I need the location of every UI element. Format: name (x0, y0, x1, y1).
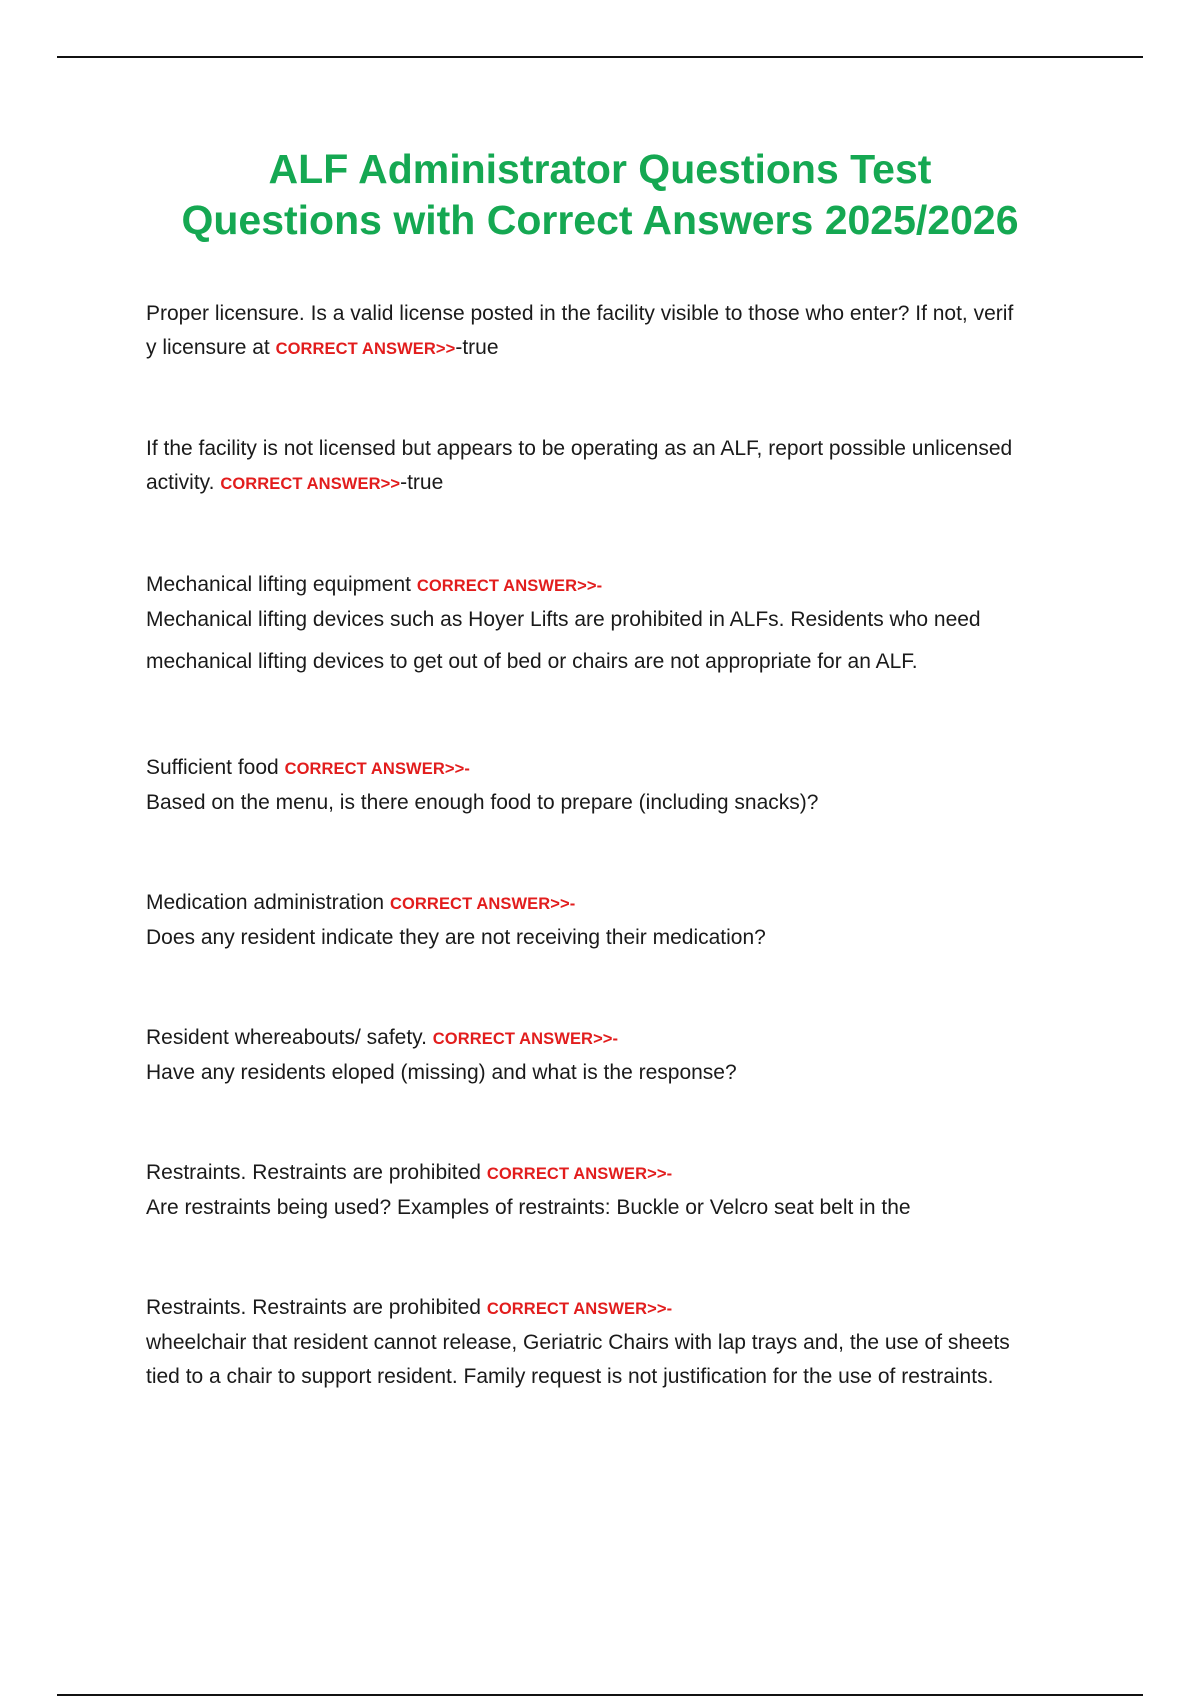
answer-text: Are restraints being used? Examples of restraints: Buckle or Velcro seat belt in the (146, 1196, 911, 1219)
document-title (100, 144, 1100, 246)
question-text: Resident whereabouts/ safety. (146, 1026, 427, 1049)
question-text: activity. (146, 471, 215, 494)
top-divider (57, 56, 1143, 58)
question-text: y licensure at (146, 336, 270, 359)
answer-text: Based on the menu, is there enough food to prepare (including snacks)? (146, 791, 819, 814)
correct-answer-marker: CORRECT ANSWER>>- (284, 760, 470, 778)
correct-answer-marker: CORRECT ANSWER>>- (486, 1165, 673, 1183)
answer-text: Does any resident indicate they are not receiving their medication? (146, 926, 766, 949)
title-line-2: Questions with Correct Answers 2025/2026 (181, 197, 1019, 243)
correct-answer-marker: CORRECT ANSWER>>- (416, 577, 603, 595)
question-text: Medication administration (146, 891, 385, 914)
bottom-divider (57, 1694, 1143, 1696)
qa-entry-7 (146, 1156, 1086, 1225)
qa-entry-2 (146, 432, 1086, 501)
title-line-1: ALF Administrator Questions Test (268, 146, 932, 192)
question-text: Restraints. Restraints are prohibited (146, 1296, 481, 1319)
answer-text: wheelchair that resident cannot release, Geriatric Chairs with lap trays and, the use of sheets (146, 1331, 1010, 1354)
qa-entry-3 (146, 568, 1086, 687)
qa-entry-6 (146, 1021, 1086, 1090)
answer-text: mechanical lifting devices to get out of bed or chairs are not appropriate for an ALF. (146, 650, 918, 673)
question-text: Mechanical lifting equipment (146, 573, 411, 596)
correct-answer-marker: CORRECT ANSWER>>- (486, 1300, 673, 1318)
question-text: If the facility is not licensed but appears to be operating as an ALF, report possible unlicensed (146, 437, 1013, 460)
correct-answer-marker: CORRECT ANSWER>>- (432, 1030, 619, 1048)
qa-entry-5 (146, 886, 1086, 955)
answer-text: tied to a chair to support resident. Family request is not justification for the use of restraints. (146, 1365, 994, 1388)
qa-entry-1 (146, 297, 1086, 366)
question-text: Sufficient food (146, 756, 279, 779)
answer-text: Have any residents eloped (missing) and what is the response? (146, 1061, 737, 1084)
answer-text: -true (400, 471, 444, 494)
correct-answer-marker: CORRECT ANSWER>> (220, 475, 401, 493)
answer-text: -true (455, 336, 499, 359)
qa-entry-4 (146, 751, 1086, 820)
answer-text: Mechanical lifting devices such as Hoyer Lifts are prohibited in ALFs. Residents who need (146, 608, 981, 631)
correct-answer-marker: CORRECT ANSWER>>- (389, 895, 576, 913)
correct-answer-marker: CORRECT ANSWER>> (275, 340, 456, 358)
question-text: Restraints. Restraints are prohibited (146, 1161, 481, 1184)
qa-entry-8 (146, 1291, 1086, 1394)
question-text: Proper licensure. Is a valid license posted in the facility visible to those who enter? If not, verif (146, 302, 1014, 325)
